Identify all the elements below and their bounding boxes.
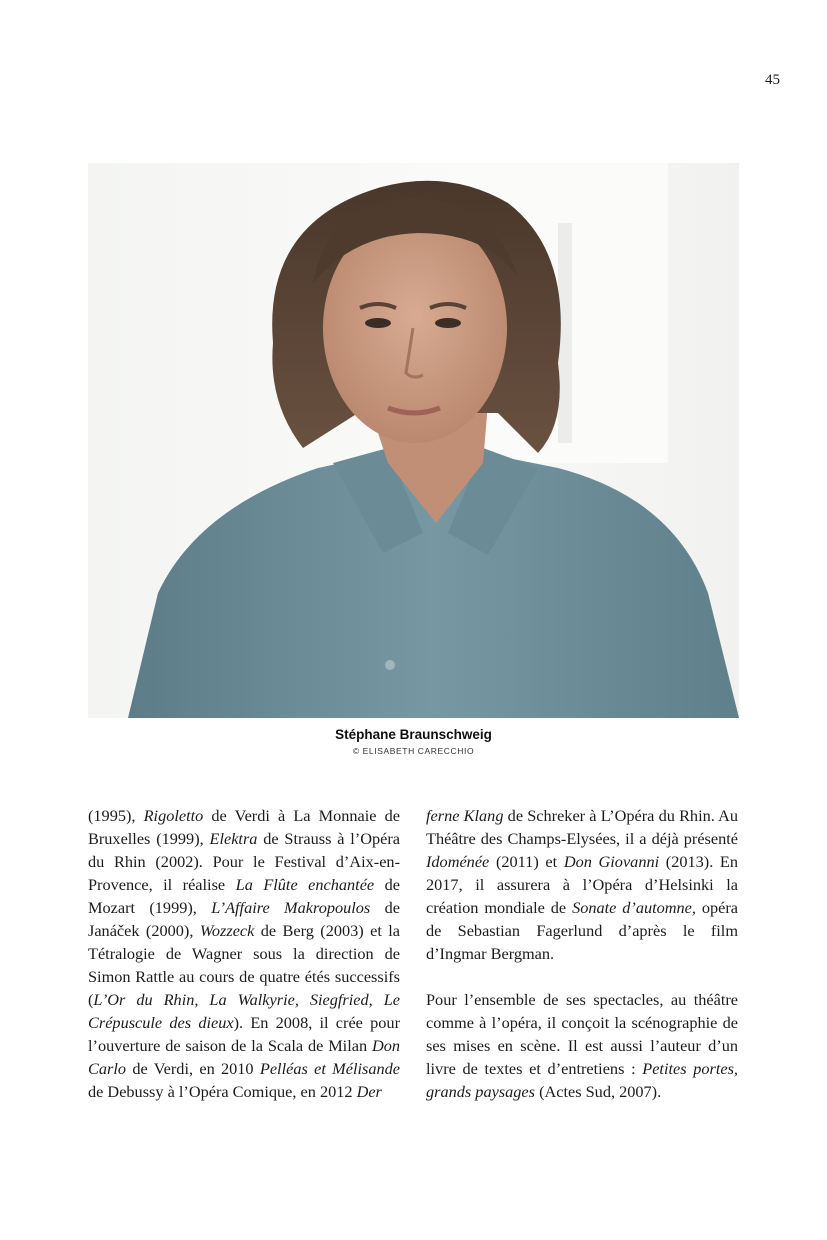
- text-run: Pour l’ensemble de ses spectacles, au théâtre comme à l’opéra, il conçoit la scénographie de ses mises en scène. Il est aussi l’auteur d’un livre de textes et d’entretiens :: [426, 990, 738, 1078]
- portrait-illustration: [88, 163, 739, 718]
- italic-title: Elektra: [209, 829, 258, 848]
- text-column-left: [88, 804, 400, 1103]
- italic-title: ferne Klang: [426, 806, 504, 825]
- italic-title: Rigoletto: [143, 806, 204, 825]
- paragraph: [426, 804, 738, 965]
- eye-left: [365, 318, 391, 328]
- page-number: 45: [765, 72, 780, 88]
- text-run: (2011) et: [489, 852, 564, 871]
- text-run: , opéra de Sebastian Fagerlund d’après le film d’Ingmar Bergman.: [426, 898, 739, 963]
- text-run: de Berg (2003) et la Tétralogie de Wagner sous la direction de Simon Rattle au cours de quatre étés successifs (: [88, 921, 401, 1009]
- eye-right: [435, 318, 461, 328]
- text-run: de Verdi à La Monnaie de Bruxelles (1999),: [88, 806, 401, 848]
- shirt-button: [385, 660, 395, 670]
- paragraph: [88, 804, 400, 1103]
- italic-title: Don Giovanni: [563, 852, 660, 871]
- photo-caption-credit: © ELISABETH CARECCHIO: [352, 746, 475, 756]
- text-run: de Strauss à l’Opéra du Rhin (2002). Pour le Festival d’Aix-en-Provence, il réalise: [88, 829, 401, 894]
- portrait-photo: [88, 163, 739, 718]
- text-column-right: [426, 804, 738, 1103]
- text-run: de Mozart (1999),: [88, 875, 401, 917]
- italic-title: Petites portes, grands paysages: [426, 1059, 738, 1101]
- italic-title: Wozzeck: [199, 921, 255, 940]
- text-run: de Debussy à l’Opéra Comique, en 2012: [88, 1082, 357, 1101]
- text-run: (2013). En 2017, il assurera à l’Opéra d’Helsinki la création mondiale de: [426, 852, 739, 917]
- italic-title: Don Carlo: [88, 1036, 400, 1078]
- italic-title: La Flûte enchantée: [235, 875, 375, 894]
- paragraph: [426, 988, 738, 1103]
- text-run: (1995),: [88, 806, 144, 825]
- photo-caption-name: Stéphane Braunschweig: [335, 727, 492, 742]
- italic-title: Pelléas et Mélisande: [259, 1059, 400, 1078]
- italic-title: Sonate d’automne: [572, 898, 692, 917]
- text-run: de Schreker à L’Opéra du Rhin. Au Théâtre des Champs-Elysées, il a déjà présenté: [426, 806, 739, 848]
- italic-title: Idoménée: [426, 852, 490, 871]
- text-run: ). En 2008, il crée pour l’ouverture de saison de la Scala de Milan: [88, 1013, 400, 1055]
- text-run: (Actes Sud, 2007).: [535, 1082, 662, 1101]
- text-run: de Janáček (2000),: [88, 898, 401, 940]
- italic-title: Der: [356, 1082, 382, 1101]
- italic-title: L’Affaire Makropoulos: [211, 898, 371, 917]
- italic-title: L’Or du Rhin, La Walkyrie, Siegfried, Le Crépuscule des dieux: [88, 990, 400, 1032]
- text-run: de Verdi, en 2010: [126, 1059, 260, 1078]
